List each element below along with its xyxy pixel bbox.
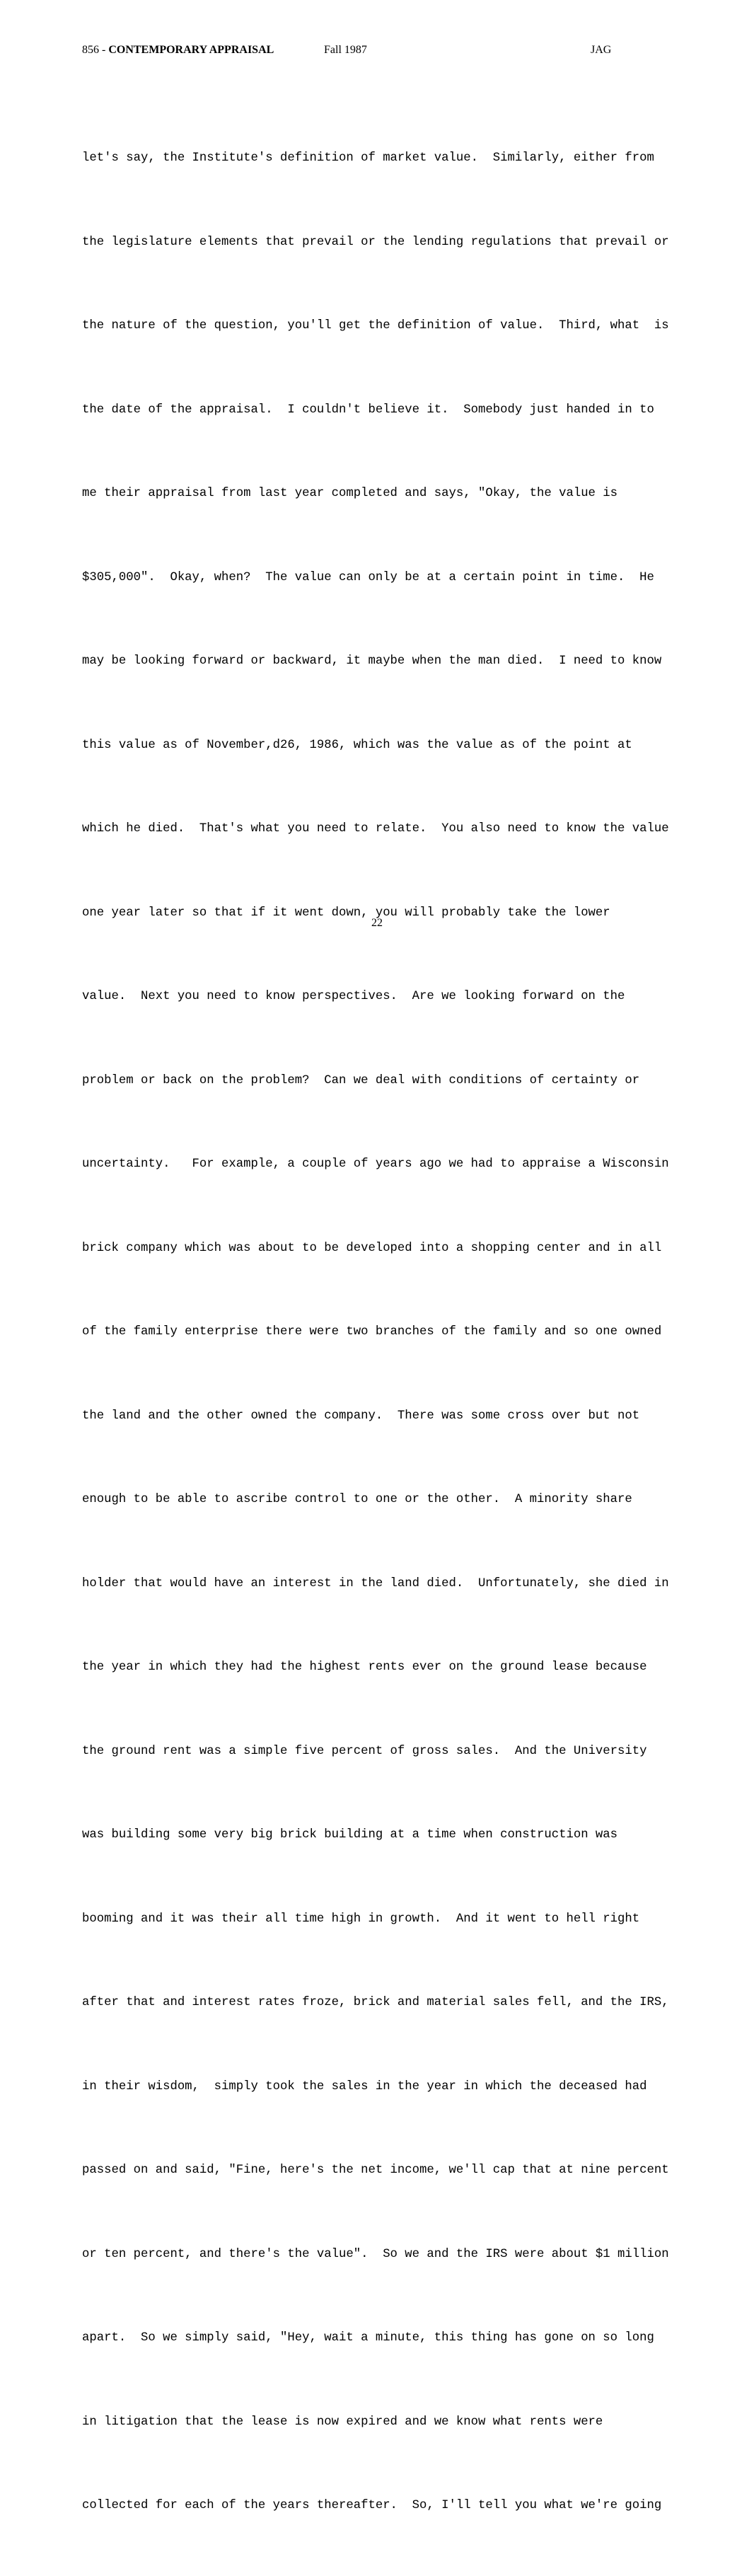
text-line: me their appraisal from last year completed and says, "Okay, the value is: [82, 487, 618, 500]
text-line: collected for each of the years thereafter. So, I'll tell you what we're going: [82, 2499, 662, 2512]
text-line: after that and interest rates froze, brick and material sales fell, and the IRS,: [82, 1996, 669, 2009]
text-line: the ground rent was a simple five percent of gross sales. And the University: [82, 1744, 647, 1758]
text-line: problem or back on the problem? Can we deal with conditions of certainty or: [82, 1073, 640, 1087]
text-line: $305,000". Okay, when? The value can only be at a certain point in time. He: [82, 570, 654, 584]
text-line: was building some very big brick building at a time when construction was: [82, 1828, 618, 1842]
text-line: uncertainty. For example, a couple of years ago we had to appraise a Wisconsin: [82, 1157, 669, 1171]
transcript-body: [82, 88, 683, 2576]
text-line: the land and the other owned the company. There was some cross over but not: [82, 1409, 640, 1423]
text-line: or ten percent, and there's the value". So we and the IRS were about $1 million: [82, 2247, 669, 2261]
text-line: in their wisdom, simply took the sales in the year in which the deceased had: [82, 2079, 647, 2093]
text-line: the legislature elements that prevail or the lending regulations that prevail or: [82, 235, 669, 249]
page-header: [82, 44, 620, 59]
header-course-number: 856 -: [82, 44, 109, 56]
text-line: one year later so that if it went down, you will probably take the lower: [82, 906, 610, 920]
header-term: Fall 1987: [324, 44, 367, 56]
text-line: the nature of the question, you'll get the definition of value. Third, what is: [82, 319, 669, 333]
text-line: may be looking forward or backward, it maybe when the man died. I need to know: [82, 654, 662, 668]
page-number: 22: [371, 917, 383, 929]
text-line: let's say, the Institute's definition of market value. Similarly, either from: [82, 151, 654, 165]
text-line: enough to be able to ascribe control to one or the other. A minority share: [82, 1493, 632, 1506]
text-line: booming and it was their all time high in growth. And it went to hell right: [82, 1912, 640, 1926]
text-line: in litigation that the lease is now expired and we know what rents were: [82, 2415, 603, 2429]
text-line: which he died. That's what you need to relate. You also need to know the value: [82, 822, 669, 836]
header-initials: JAG: [591, 44, 612, 56]
text-line: apart. So we simply said, "Hey, wait a minute, this thing has gone on so long: [82, 2331, 654, 2345]
header-course: [82, 44, 274, 57]
text-line: holder that would have an interest in the land died. Unfortunately, she died in: [82, 1576, 669, 1590]
text-line: of the family enterprise there were two branches of the family and so one owned: [82, 1325, 662, 1339]
text-line: the year in which they had the highest rents ever on the ground lease because: [82, 1660, 647, 1674]
text-line: this value as of November,d26, 1986, which was the value as of the point at: [82, 738, 632, 752]
text-line: value. Next you need to know perspectives. Are we looking forward on the: [82, 990, 625, 1003]
header-course-title: CONTEMPORARY APPRAISAL: [108, 44, 274, 56]
text-line: passed on and said, "Fine, here's the net income, we'll cap that at nine percent: [82, 2164, 669, 2177]
text-line: brick company which was about to be developed into a shopping center and in all: [82, 1241, 662, 1255]
text-line: the date of the appraisal. I couldn't believe it. Somebody just handed in to: [82, 403, 654, 417]
